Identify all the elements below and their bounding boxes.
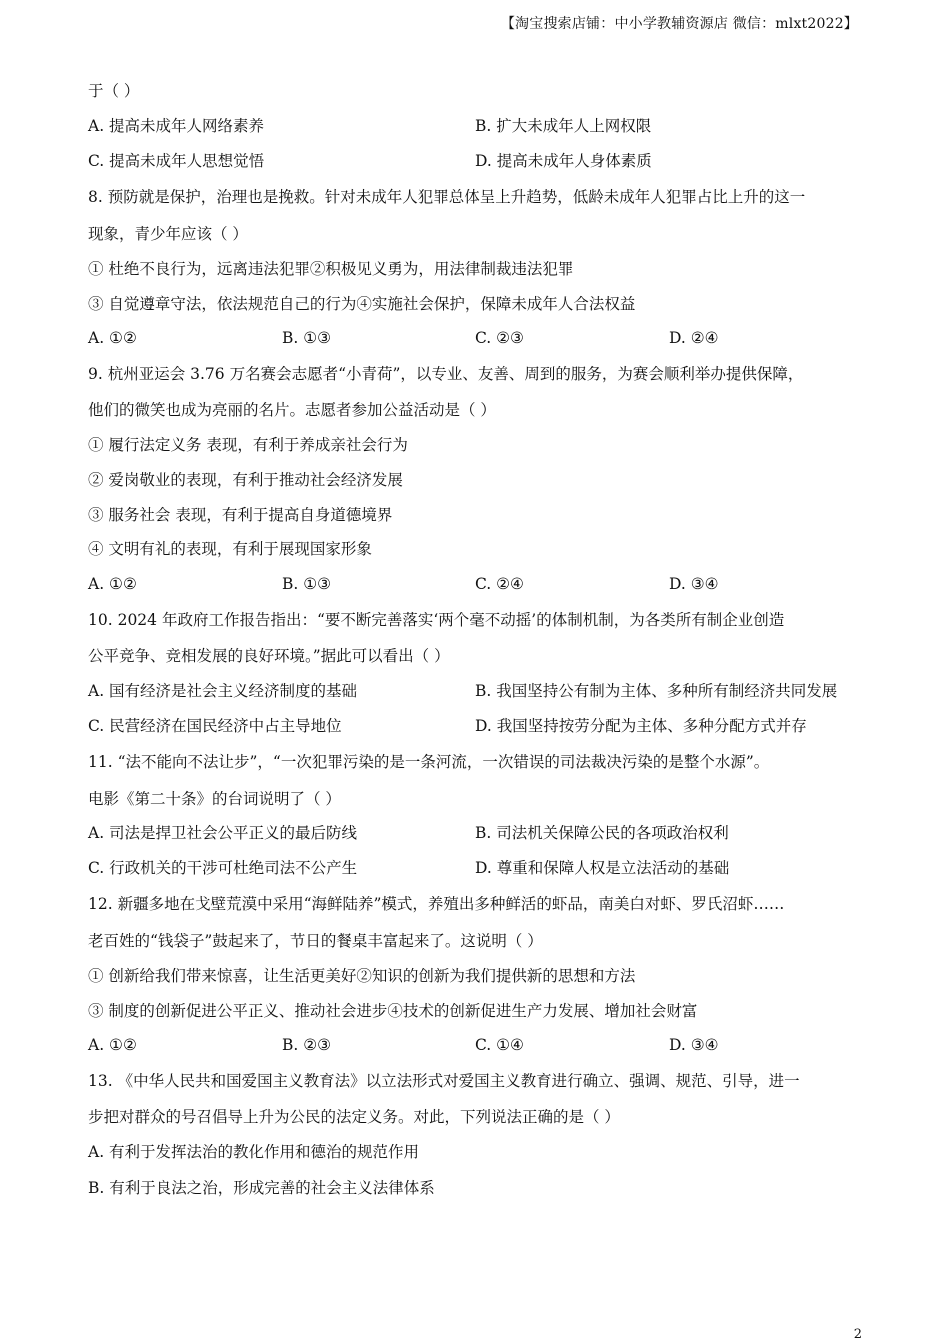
q11-stem-line2: 电影《第二十条》的台词说明了（ ） [88, 790, 341, 808]
q12-option-b: B. ②③ [282, 1036, 332, 1054]
q9-statement-1: ① 履行法定义务 表现，有利于养成亲社会行为 [88, 436, 408, 454]
q13-stem-line1: 13. 《中华人民共和国爱国主义教育法》以立法形式对爱国主义教育进行确立、强调、规范、引导，进一 [88, 1072, 800, 1090]
q9-option-b: B. ①③ [282, 575, 332, 593]
q9-statement-2: ② 爱岗敬业的表现，有利于推动社会经济发展 [88, 471, 403, 489]
q9-stem-line2: 他们的微笑也成为亮丽的名片。志愿者参加公益活动是（ ） [88, 401, 496, 419]
q11-option-d: D. 尊重和保障人权是立法活动的基础 [475, 859, 730, 877]
q12-statements-2: ③ 制度的创新促进公平正义、推动社会进步④技术的创新促进生产力发展、增加社会财富 [88, 1002, 698, 1020]
q9-statement-4: ④ 文明有礼的表现，有利于展现国家形象 [88, 540, 372, 558]
q10-option-c: C. 民营经济在国民经济中占主导地位 [88, 717, 342, 735]
q9-option-c: C. ②④ [475, 575, 524, 593]
q8-option-d: D. ②④ [669, 329, 719, 347]
page-number: 2 [853, 1327, 862, 1342]
q7-stem-continuation: 于（ ） [88, 82, 140, 100]
q9-stem-line1: 9. 杭州亚运会 3.76 万名赛会志愿者“小青荷”，以专业、友善、周到的服务，为赛会顺利举办提供保障， [88, 365, 804, 383]
q13-stem-line2: 步把对群众的号召倡导上升为公民的法定义务。对此，下列说法正确的是（ ） [88, 1108, 620, 1126]
q8-stem-line1: 8. 预防就是保护，治理也是挽救。针对未成年人犯罪总体呈上升趋势，低龄未成年人犯罪占比上升的这一 [88, 188, 806, 206]
q13-option-b: B. 有利于良法之治，形成完善的社会主义法律体系 [88, 1179, 435, 1197]
q10-option-d: D. 我国坚持按劳分配为主体、多种分配方式并存 [475, 717, 807, 735]
q8-option-c: C. ②③ [475, 329, 524, 347]
q12-option-a: A. ①② [88, 1036, 137, 1054]
q7-option-d: D. 提高未成年人身体素质 [475, 152, 652, 170]
q10-stem-line1: 10. 2024 年政府工作报告指出：“要不断完善落实‘两个毫不动摇’的体制机制，为各类所有制企业创造 [88, 611, 785, 629]
q9-option-a: A. ①② [88, 575, 137, 593]
q8-option-b: B. ①③ [282, 329, 332, 347]
q11-stem-line1: 11. “法不能向不法让步”，“一次犯罪污染的是一条河流，一次错误的司法裁决污染的是整个水源”。 [88, 753, 770, 771]
q11-option-b: B. 司法机关保障公民的各项政治权利 [475, 824, 729, 842]
q8-option-a: A. ①② [88, 329, 137, 347]
q11-option-c: C. 行政机关的干涉可杜绝司法不公产生 [88, 859, 358, 877]
q7-option-c: C. 提高未成年人思想觉悟 [88, 152, 265, 170]
q9-option-d: D. ③④ [669, 575, 719, 593]
q12-statements-1: ① 创新给我们带来惊喜，让生活更美好②知识的创新为我们提供新的思想和方法 [88, 967, 636, 985]
q7-option-b: B. 扩大未成年人上网权限 [475, 117, 652, 135]
q12-stem-line1: 12. 新疆多地在戈壁荒漠中采用“海鲜陆养”模式，养殖出多种鲜活的虾品，南美白对虾、罗氏沼虾…… [88, 895, 785, 913]
page-header-banner: 【淘宝搜索店铺：中小学教辅资源店 微信：mlxt2022】 [500, 16, 858, 32]
q12-stem-line2: 老百姓的“钱袋子”鼓起来了，节日的餐桌丰富起来了。这说明（ ） [88, 932, 543, 950]
q10-option-b: B. 我国坚持公有制为主体、多种所有制经济共同发展 [475, 682, 838, 700]
q8-stem-line2: 现象，青少年应该（ ） [88, 225, 248, 243]
q12-option-c: C. ①④ [475, 1036, 524, 1054]
q8-statements-1: ① 杜绝不良行为，远离违法犯罪②积极见义勇为，用法律制裁违法犯罪 [88, 260, 574, 278]
q11-option-a: A. 司法是捍卫社会公平正义的最后防线 [88, 824, 358, 842]
q10-option-a: A. 国有经济是社会主义经济制度的基础 [88, 682, 358, 700]
q12-option-d: D. ③④ [669, 1036, 719, 1054]
q9-statement-3: ③ 服务社会 表现，有利于提高自身道德境界 [88, 506, 393, 524]
q8-statements-2: ③ 自觉遵章守法，依法规范自己的行为④实施社会保护，保障未成年人合法权益 [88, 295, 636, 313]
q13-option-a: A. 有利于发挥法治的教化作用和德治的规范作用 [88, 1143, 420, 1161]
q10-stem-line2: 公平竞争、竞相发展的良好环境。”据此可以看出（ ） [88, 647, 450, 665]
q7-option-a: A. 提高未成年人网络素养 [88, 117, 265, 135]
